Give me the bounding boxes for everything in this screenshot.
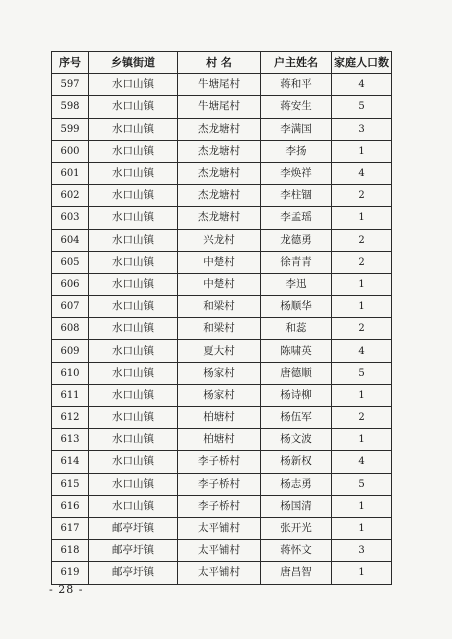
cell-family-size: 1: [332, 562, 392, 584]
cell-householder: 李扬: [261, 140, 332, 162]
cell-householder: 李孟瑶: [261, 207, 332, 229]
cell-village: 杰龙塘村: [178, 118, 261, 140]
cell-township: 水口山镇: [89, 362, 178, 384]
cell-village: 柏塘村: [178, 407, 261, 429]
table-row: [52, 384, 392, 406]
cell-township: 水口山镇: [89, 162, 178, 184]
cell-township: 水口山镇: [89, 273, 178, 295]
cell-township: 水口山镇: [89, 451, 178, 473]
cell-serial: 608: [52, 318, 89, 340]
cell-serial: 601: [52, 162, 89, 184]
cell-family-size: 1: [332, 296, 392, 318]
cell-householder: 杨诗柳: [261, 384, 332, 406]
cell-householder: 李焕祥: [261, 162, 332, 184]
cell-householder: 徐青青: [261, 251, 332, 273]
table-row: [52, 96, 392, 118]
cell-village: 太平铺村: [178, 562, 261, 584]
cell-village: 中楚村: [178, 251, 261, 273]
cell-township: 水口山镇: [89, 185, 178, 207]
cell-township: 水口山镇: [89, 429, 178, 451]
cell-family-size: 1: [332, 273, 392, 295]
cell-family-size: 4: [332, 162, 392, 184]
cell-family-size: 1: [332, 207, 392, 229]
cell-householder: 杨新权: [261, 451, 332, 473]
cell-family-size: 2: [332, 407, 392, 429]
cell-township: 水口山镇: [89, 251, 178, 273]
cell-family-size: 1: [332, 429, 392, 451]
cell-householder: 蒋怀文: [261, 540, 332, 562]
cell-householder: 唐昌智: [261, 562, 332, 584]
cell-householder: 张开光: [261, 517, 332, 539]
cell-village: 李子桥村: [178, 473, 261, 495]
cell-township: 邮亭圩镇: [89, 562, 178, 584]
cell-family-size: 5: [332, 96, 392, 118]
header-family-size: 家庭人口数: [332, 52, 392, 74]
cell-village: 牛塘尾村: [178, 96, 261, 118]
cell-family-size: 4: [332, 340, 392, 362]
table-row: [52, 407, 392, 429]
cell-serial: 612: [52, 407, 89, 429]
cell-township: 邮亭圩镇: [89, 540, 178, 562]
cell-village: 柏塘村: [178, 429, 261, 451]
cell-householder: 陈啸英: [261, 340, 332, 362]
table-row: [52, 140, 392, 162]
table-row: [52, 296, 392, 318]
cell-township: 水口山镇: [89, 74, 178, 96]
cell-family-size: 4: [332, 451, 392, 473]
header-serial: 序号: [52, 52, 89, 74]
header-village: 村 名: [178, 52, 261, 74]
cell-householder: 李柱锢: [261, 185, 332, 207]
household-table: [51, 51, 392, 585]
cell-village: 杰龙塘村: [178, 207, 261, 229]
cell-householder: 杨文波: [261, 429, 332, 451]
cell-township: 水口山镇: [89, 96, 178, 118]
table-row: [52, 251, 392, 273]
cell-serial: 602: [52, 185, 89, 207]
cell-serial: 614: [52, 451, 89, 473]
table-row: [52, 229, 392, 251]
table-row: [52, 362, 392, 384]
table-row: [52, 207, 392, 229]
cell-family-size: 3: [332, 540, 392, 562]
header-township: 乡镇街道: [89, 52, 178, 74]
cell-serial: 603: [52, 207, 89, 229]
cell-family-size: 5: [332, 362, 392, 384]
cell-village: 杰龙塘村: [178, 185, 261, 207]
table-row: [52, 340, 392, 362]
table-row: [52, 540, 392, 562]
cell-village: 李子桥村: [178, 451, 261, 473]
cell-family-size: 2: [332, 251, 392, 273]
cell-serial: 598: [52, 96, 89, 118]
cell-householder: 和蕊: [261, 318, 332, 340]
page-number: - 28 -: [49, 583, 84, 596]
cell-township: 水口山镇: [89, 340, 178, 362]
table-row: [52, 451, 392, 473]
cell-family-size: 1: [332, 140, 392, 162]
cell-householder: 杨志勇: [261, 473, 332, 495]
cell-householder: 唐德顺: [261, 362, 332, 384]
cell-village: 李子桥村: [178, 495, 261, 517]
cell-serial: 609: [52, 340, 89, 362]
cell-township: 水口山镇: [89, 407, 178, 429]
cell-township: 水口山镇: [89, 229, 178, 251]
table-body: [52, 74, 392, 584]
cell-village: 太平铺村: [178, 540, 261, 562]
cell-village: 和梁村: [178, 318, 261, 340]
cell-serial: 600: [52, 140, 89, 162]
cell-township: 水口山镇: [89, 495, 178, 517]
cell-township: 水口山镇: [89, 118, 178, 140]
cell-householder: 蒋和平: [261, 74, 332, 96]
cell-serial: 597: [52, 74, 89, 96]
cell-family-size: 2: [332, 229, 392, 251]
cell-township: 水口山镇: [89, 296, 178, 318]
cell-village: 夏大村: [178, 340, 261, 362]
cell-family-size: 1: [332, 517, 392, 539]
cell-family-size: 2: [332, 318, 392, 340]
cell-serial: 604: [52, 229, 89, 251]
cell-serial: 613: [52, 429, 89, 451]
cell-village: 牛塘尾村: [178, 74, 261, 96]
cell-householder: 杨国清: [261, 495, 332, 517]
table-row: [52, 185, 392, 207]
cell-village: 杨家村: [178, 384, 261, 406]
cell-serial: 610: [52, 362, 89, 384]
cell-serial: 607: [52, 296, 89, 318]
cell-village: 中楚村: [178, 273, 261, 295]
cell-township: 水口山镇: [89, 384, 178, 406]
cell-family-size: 1: [332, 495, 392, 517]
cell-village: 和梁村: [178, 296, 261, 318]
cell-family-size: 4: [332, 74, 392, 96]
cell-township: 水口山镇: [89, 207, 178, 229]
cell-family-size: 3: [332, 118, 392, 140]
cell-village: 杰龙塘村: [178, 140, 261, 162]
table-row: [52, 318, 392, 340]
table-row: [52, 495, 392, 517]
cell-family-size: 2: [332, 185, 392, 207]
table-row: [52, 118, 392, 140]
table-row: [52, 74, 392, 96]
cell-family-size: 1: [332, 384, 392, 406]
cell-householder: 李迅: [261, 273, 332, 295]
cell-village: 杰龙塘村: [178, 162, 261, 184]
cell-householder: 龙德勇: [261, 229, 332, 251]
cell-family-size: 5: [332, 473, 392, 495]
cell-serial: 615: [52, 473, 89, 495]
table-row: [52, 473, 392, 495]
cell-township: 水口山镇: [89, 318, 178, 340]
table-row: [52, 162, 392, 184]
cell-serial: 618: [52, 540, 89, 562]
cell-township: 水口山镇: [89, 473, 178, 495]
cell-serial: 605: [52, 251, 89, 273]
cell-serial: 611: [52, 384, 89, 406]
header-householder: 户主姓名: [261, 52, 332, 74]
table-row: [52, 562, 392, 584]
cell-serial: 606: [52, 273, 89, 295]
cell-township: 邮亭圩镇: [89, 517, 178, 539]
cell-village: 杨家村: [178, 362, 261, 384]
cell-householder: 杨顺华: [261, 296, 332, 318]
cell-township: 水口山镇: [89, 140, 178, 162]
cell-householder: 李满国: [261, 118, 332, 140]
cell-village: 兴龙村: [178, 229, 261, 251]
cell-serial: 619: [52, 562, 89, 584]
cell-serial: 616: [52, 495, 89, 517]
cell-householder: 蒋安生: [261, 96, 332, 118]
table-row: [52, 517, 392, 539]
cell-serial: 599: [52, 118, 89, 140]
cell-village: 太平铺村: [178, 517, 261, 539]
table-header-row: [52, 52, 392, 74]
table-row: [52, 429, 392, 451]
cell-serial: 617: [52, 517, 89, 539]
cell-householder: 杨伍军: [261, 407, 332, 429]
table-row: [52, 273, 392, 295]
